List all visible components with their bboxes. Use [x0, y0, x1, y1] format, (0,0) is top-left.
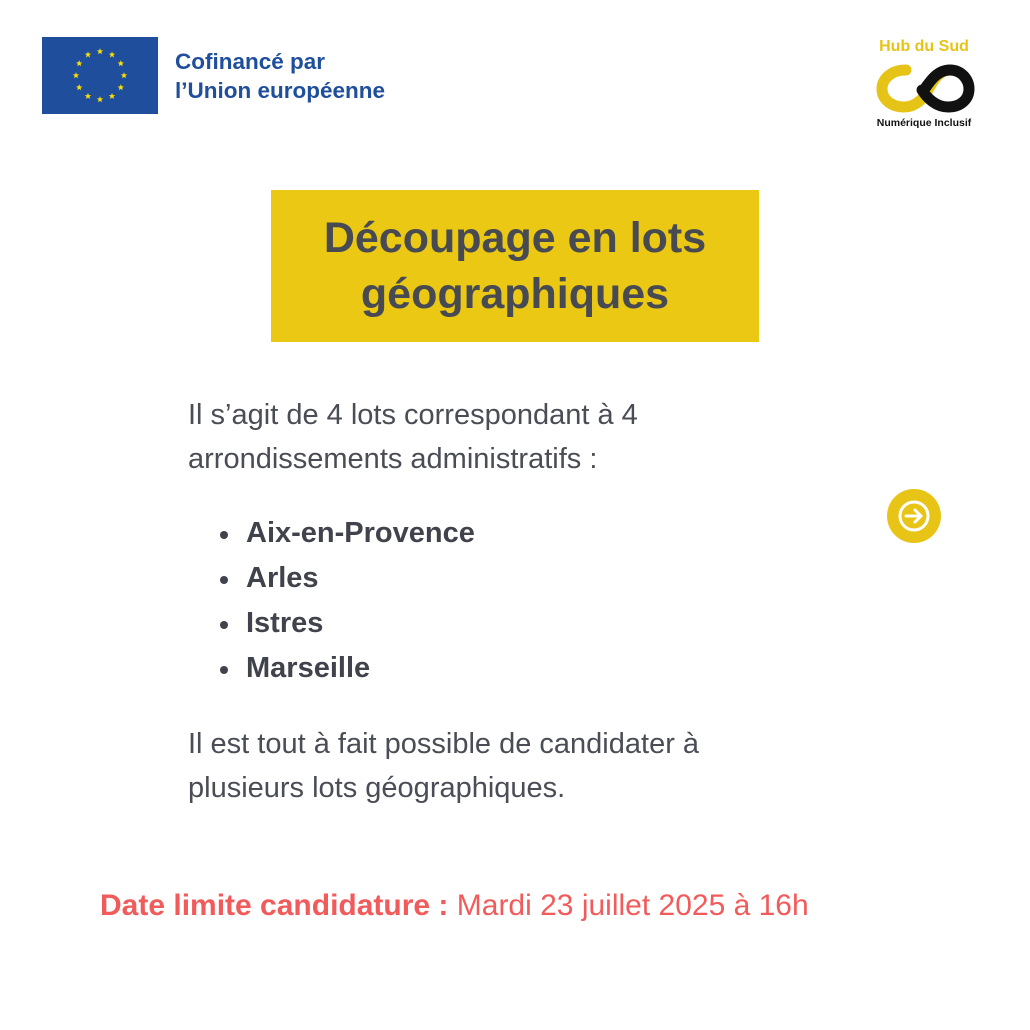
lots-list [218, 511, 475, 691]
intro-paragraph [188, 393, 868, 481]
lot-item: Aix-en-Provence [218, 511, 475, 556]
eu-text-line1: Cofinancé par [175, 48, 326, 74]
page-title [280, 210, 750, 322]
hub-logo-subtitle: Numérique Inclusif [876, 117, 972, 129]
deadline-label: Date limite candidature : [100, 889, 449, 922]
eu-flag-icon [42, 37, 158, 114]
hub-logo-title: Hub du Sud [879, 38, 969, 55]
deadline-line [100, 884, 1000, 928]
title-line1: Découpage en lots [323, 214, 707, 262]
eu-cofunding-logo [42, 37, 385, 114]
next-slide-button[interactable] [887, 489, 941, 543]
eu-text-line2: l’Union européenne [175, 77, 386, 103]
eu-cofunding-text [175, 47, 385, 105]
title-line2: géographiques [360, 270, 670, 318]
deadline-value: Mardi 23 juillet 2025 à 16h [456, 889, 809, 922]
lot-item: Arles [218, 556, 475, 601]
arrow-right-icon [897, 499, 931, 533]
intro-line2: arrondissements administratifs : [188, 443, 598, 475]
outro-line1: Il est tout à fait possible de candidater à [188, 728, 700, 760]
infinity-icon [872, 56, 978, 118]
intro-line1: Il s’agit de 4 lots correspondant à 4 [188, 399, 638, 431]
lot-item: Marseille [218, 646, 475, 691]
title-banner [271, 190, 759, 342]
lot-item: Istres [218, 601, 475, 646]
outro-line2: plusieurs lots géographiques. [188, 772, 566, 804]
outro-paragraph [188, 722, 868, 810]
hub-du-sud-logo [865, 38, 983, 134]
